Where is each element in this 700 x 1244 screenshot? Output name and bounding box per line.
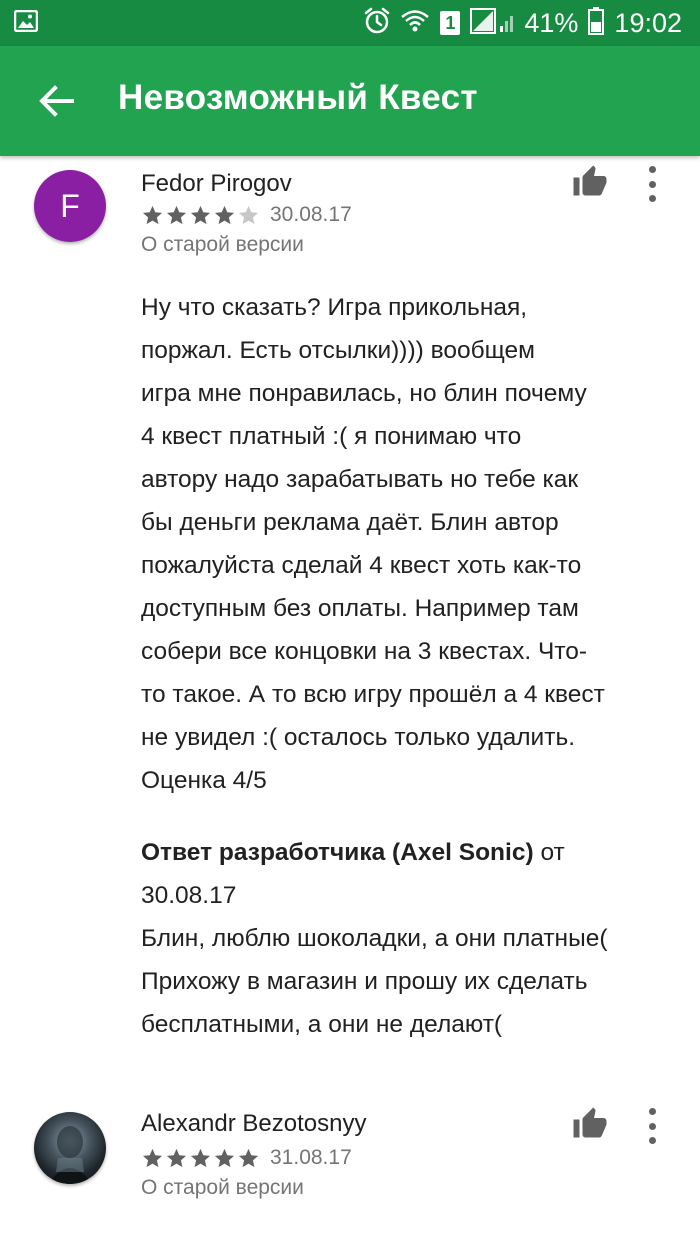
star-icon	[213, 204, 236, 227]
developer-reply	[141, 831, 671, 1046]
review-text-line: игра мне понравилась, но блин почему	[141, 380, 587, 407]
star-icon	[189, 1147, 212, 1170]
reply-date: 30.08.17	[141, 882, 237, 909]
back-button[interactable]	[28, 76, 84, 126]
back-arrow-icon	[38, 85, 74, 117]
app-bar	[0, 46, 700, 156]
more-vert-icon[interactable]	[640, 164, 664, 204]
star-icon	[237, 1147, 260, 1170]
review-text-line: бы деньги реклама даёт. Блин автор	[141, 509, 559, 536]
more-vert-icon[interactable]	[640, 1106, 664, 1146]
review-text-line: 4 квест платный :( я понимаю что	[141, 423, 522, 450]
image-icon	[14, 10, 38, 37]
star-icon	[141, 1147, 164, 1170]
review-date: 30.08.17	[270, 203, 352, 226]
star-icon	[165, 204, 188, 227]
review-version: О старой версии	[141, 233, 304, 256]
star-icon	[165, 1147, 188, 1170]
review-text-line: автору надо зарабатывать но тебе как	[141, 466, 579, 493]
reply-text-line: Прихожу в магазин и прошу их сделать	[141, 968, 588, 995]
review-text	[141, 286, 671, 802]
review-author: Fedor Pirogov	[141, 170, 292, 197]
review-text-line: пожалуйста сделай 4 квест хоть как-то	[141, 552, 582, 579]
review-text-line: то такое. А то всю игру прошёл а 4 квест	[141, 681, 605, 708]
review-text-line: Оценка 4/5	[141, 767, 267, 794]
rating-row	[141, 1146, 352, 1170]
reply-title: Ответ разработчика (Axel Sonic)	[141, 839, 534, 866]
star-icon	[213, 1147, 236, 1170]
star-rating	[141, 204, 260, 227]
review-date: 31.08.17	[270, 1146, 352, 1169]
signal-icon	[470, 8, 514, 39]
thumb-up-icon[interactable]	[572, 1106, 608, 1142]
avatar-photo	[34, 1112, 106, 1184]
wifi-icon	[400, 9, 430, 38]
rating-row	[141, 203, 352, 227]
review-text-line: Ну что сказать? Игра прикольная,	[141, 294, 528, 321]
review-author: Alexandr Bezotosnyy	[141, 1110, 367, 1137]
review-text-line: собери все концовки на 3 квестах. Что-	[141, 638, 588, 665]
star-icon	[237, 204, 260, 227]
battery-icon	[588, 7, 604, 40]
reply-text-line: Блин, люблю шоколадки, а они платные(	[141, 925, 608, 952]
alarm-icon	[364, 7, 390, 40]
page-title: Невозможный Квест	[118, 78, 478, 117]
review-text-line: не увидел :( осталось только удалить.	[141, 724, 576, 751]
avatar[interactable]	[34, 1112, 106, 1184]
reply-text-line: бесплатными, а они не делают(	[141, 1011, 503, 1038]
review-text-line: поржал. Есть отсылки)))) вообщем	[141, 337, 535, 364]
avatar[interactable]: F	[34, 170, 106, 242]
star-icon	[189, 204, 212, 227]
clock: 19:02	[614, 7, 682, 38]
battery-percent: 41%	[524, 7, 579, 38]
review-text-line: доступным без оплаты. Например там	[141, 595, 579, 622]
star-icon	[141, 204, 164, 227]
reply-header	[141, 831, 671, 874]
review-version: О старой версии	[141, 1176, 304, 1199]
reply-from: от	[540, 839, 565, 866]
sim-badge: 1	[440, 11, 460, 35]
status-bar	[0, 0, 700, 46]
star-rating	[141, 1147, 260, 1170]
thumb-up-icon[interactable]	[572, 164, 608, 200]
